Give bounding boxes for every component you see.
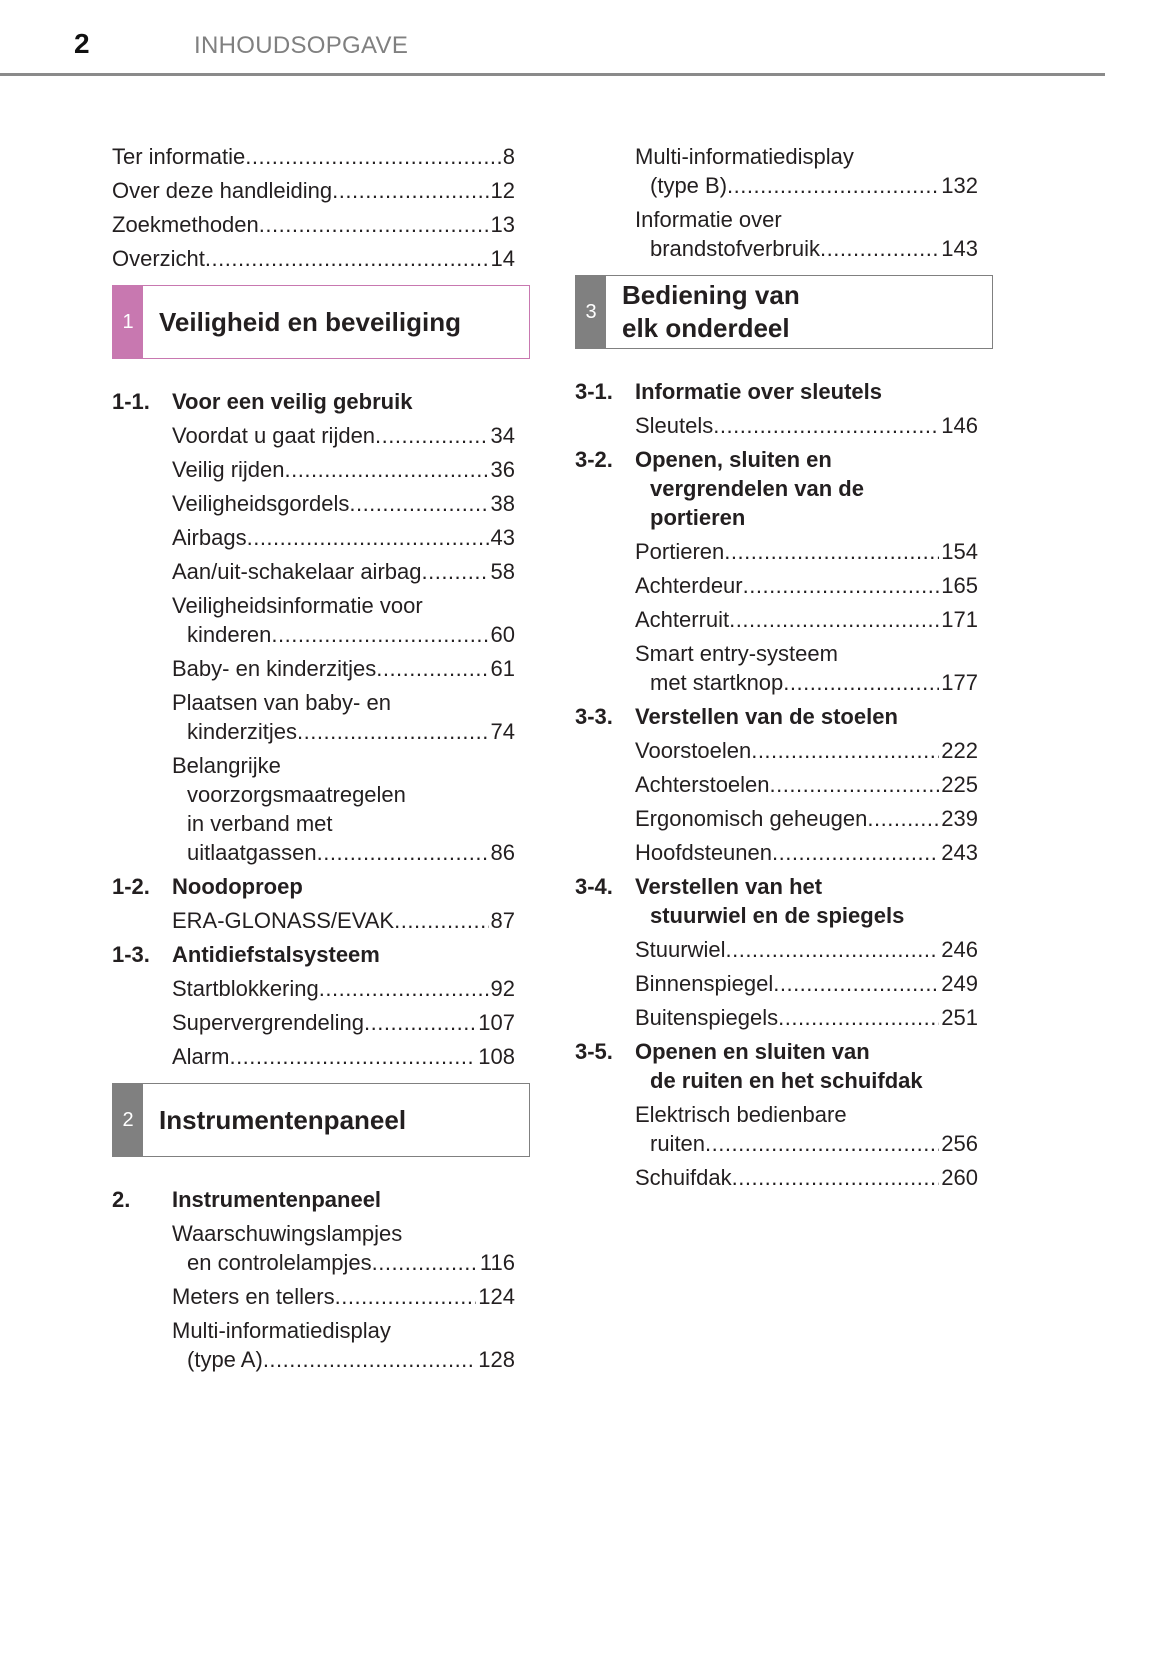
section-title-line: Instrumentenpaneel <box>159 1104 407 1135</box>
toc-entry-text: ERA-GLONASS/EVAK <box>172 908 395 933</box>
subsection-title-line: Voor een veilig gebruik <box>172 389 413 414</box>
leader-dots <box>349 489 488 518</box>
toc-page-number: 132 <box>941 173 978 198</box>
toc-entry-text: met startknop <box>650 670 784 695</box>
toc-entry-text: en controlelampjes <box>187 1250 372 1275</box>
toc-subsection-heading[interactable] <box>575 377 993 406</box>
toc-page-number: 12 <box>490 178 515 203</box>
section-title <box>143 286 461 358</box>
toc-subsection-heading[interactable] <box>575 445 993 532</box>
leader-dots <box>732 1163 940 1192</box>
toc-page-number: 260 <box>941 1165 978 1190</box>
subsection-title <box>635 702 898 731</box>
subsection-title <box>172 1185 381 1214</box>
toc-page-number: 251 <box>941 1005 978 1030</box>
toc-entry-text: Elektrisch bedienbare <box>635 1102 847 1127</box>
subsection-number: 1-2. <box>112 874 150 899</box>
toc-entry[interactable] <box>575 537 978 566</box>
subsection-title-line: Instrumentenpaneel <box>172 1187 382 1212</box>
toc-entry-line <box>635 804 978 833</box>
toc-entry-line <box>172 1282 515 1311</box>
leader-dots <box>727 171 939 200</box>
toc-page-number: 13 <box>490 212 515 237</box>
toc-entry[interactable] <box>112 142 515 171</box>
subsection-number: 1-1. <box>112 389 150 414</box>
toc-entry-text: Aan/uit-schakelaar airbag <box>172 559 422 584</box>
toc-page-number: 8 <box>502 144 515 169</box>
toc-page-number: 124 <box>478 1284 515 1309</box>
toc-page-number: 171 <box>941 607 978 632</box>
subsection-number: 3-3. <box>575 704 613 729</box>
toc-entry-text: brandstofverbruik <box>650 236 820 261</box>
toc-entry-line <box>172 421 515 450</box>
subsection-title <box>635 872 904 930</box>
toc-entry-text: Sleutels <box>635 413 714 438</box>
section-title-line: Bediening van <box>622 280 800 310</box>
toc-entry-text: Veiligheidsgordels <box>172 491 350 516</box>
toc-entry-line <box>635 736 978 765</box>
leader-dots <box>820 234 939 263</box>
toc-page-number: 177 <box>941 670 978 695</box>
toc-entry-text: Voordat u gaat rijden <box>172 423 376 448</box>
toc-page-number: 146 <box>941 413 978 438</box>
toc-entry-text: Veiligheidsinformatie voor <box>172 593 423 618</box>
toc-entry-text: Plaatsen van baby- en <box>172 690 391 715</box>
toc-entry-line <box>172 455 515 484</box>
toc-entry[interactable] <box>112 244 515 273</box>
toc-entry[interactable] <box>575 770 978 799</box>
leader-dots <box>364 1008 476 1037</box>
toc-entry-text: Supervergrendeling <box>172 1010 365 1035</box>
toc-page-number: 58 <box>490 559 515 584</box>
toc-entry[interactable] <box>112 421 515 450</box>
leader-dots <box>778 1003 939 1032</box>
toc-entry[interactable] <box>112 455 515 484</box>
subsection-title-line: Antidiefstalsysteem <box>172 942 380 967</box>
toc-entry-text: Alarm <box>172 1044 230 1069</box>
section-number-tab: 2 <box>113 1084 143 1156</box>
toc-page-number: 243 <box>941 840 978 865</box>
toc-entry-text: Overzicht <box>112 246 205 271</box>
leader-dots <box>421 557 488 586</box>
toc-page-number: 249 <box>941 971 978 996</box>
subsection-title-line: Verstellen van het <box>635 874 823 899</box>
leader-dots <box>205 244 489 273</box>
toc-entry[interactable] <box>112 591 515 649</box>
subsection-title <box>635 1037 923 1095</box>
leader-dots <box>319 974 489 1003</box>
leader-dots <box>259 210 489 239</box>
toc-entry[interactable] <box>112 974 515 1003</box>
toc-entry-text: Smart entry-systeem <box>635 641 838 666</box>
leader-dots <box>229 1042 476 1071</box>
subsection-number: 3-5. <box>575 1039 613 1064</box>
header-divider <box>0 73 1105 76</box>
toc-entry[interactable] <box>112 1008 515 1037</box>
leader-dots <box>297 717 488 746</box>
toc-entry-line <box>635 770 978 799</box>
section-number-tab: 1 <box>113 286 143 358</box>
leader-dots <box>772 838 939 867</box>
page-number: 2 <box>74 28 90 59</box>
section-1-banner[interactable] <box>112 285 530 359</box>
leader-dots <box>335 1282 477 1311</box>
toc-entry[interactable] <box>575 838 978 867</box>
toc-subsection-heading[interactable] <box>112 940 530 969</box>
toc-entry-line <box>635 571 978 600</box>
toc-entry-line <box>172 523 515 552</box>
section-number-tab: 3 <box>576 276 606 348</box>
toc-entry[interactable] <box>575 639 978 697</box>
toc-entry-text: Ergonomisch geheugen <box>635 806 868 831</box>
leader-dots <box>743 571 940 600</box>
leader-dots <box>705 1129 939 1158</box>
toc-entry-line <box>635 668 978 697</box>
toc-page-number: 143 <box>941 236 978 261</box>
toc-entry[interactable] <box>575 605 978 634</box>
toc-page-number: 86 <box>490 840 515 865</box>
toc-entry[interactable] <box>112 1282 515 1311</box>
toc-entry-line <box>635 969 978 998</box>
toc-entry-text: voorzorgsmaatregelen <box>187 782 406 807</box>
toc-entry-text: Schuifdak <box>635 1165 732 1190</box>
toc-entry[interactable] <box>112 557 515 586</box>
toc-entry-line <box>172 654 515 683</box>
toc-entry[interactable] <box>575 804 978 833</box>
toc-entry-text: Zoekmethoden <box>112 212 259 237</box>
toc-entry[interactable] <box>575 1163 978 1192</box>
toc-entry-text: Hoofdsteunen <box>635 840 772 865</box>
subsection-title <box>172 940 380 969</box>
toc-entry-line <box>635 171 978 200</box>
leader-dots <box>713 411 939 440</box>
toc-entry[interactable] <box>575 1100 978 1158</box>
toc-entry-text: Belangrijke <box>172 753 281 778</box>
toc-entry-line <box>112 142 515 171</box>
leader-dots <box>372 1248 478 1277</box>
leader-dots <box>332 176 488 205</box>
subsection-title <box>635 377 882 406</box>
section-title-line: Veiligheid en beveiliging <box>159 306 461 337</box>
leader-dots <box>317 838 489 867</box>
leader-dots <box>394 906 488 935</box>
page-title: INHOUDSOPGAVE <box>194 32 409 59</box>
toc-entry-line <box>172 974 515 1003</box>
toc-entry-text: Meters en tellers <box>172 1284 335 1309</box>
section-2-banner[interactable] <box>112 1083 530 1157</box>
toc-right-column <box>575 142 993 1197</box>
leader-dots <box>729 605 939 634</box>
toc-entry-text: Veilig rijden <box>172 457 285 482</box>
toc-entry[interactable] <box>112 1042 515 1071</box>
toc-entry[interactable] <box>575 205 978 263</box>
toc-entry-line <box>172 838 515 867</box>
toc-subsection-heading[interactable] <box>575 872 993 930</box>
leader-dots <box>263 1345 476 1374</box>
toc-page-number: 36 <box>490 457 515 482</box>
subsection-title <box>635 445 864 532</box>
leader-dots <box>773 969 939 998</box>
subsection-number: 1-3. <box>112 942 150 967</box>
toc-entry-line <box>635 1163 978 1192</box>
toc-entry-line <box>635 234 978 263</box>
toc-entry-text: kinderen <box>187 622 272 647</box>
leader-dots <box>245 142 500 171</box>
toc-entry[interactable] <box>112 906 515 935</box>
toc-left-column <box>112 142 530 1379</box>
toc-entry-text: Ter informatie <box>112 144 246 169</box>
leader-dots <box>247 523 489 552</box>
toc-entry[interactable] <box>112 654 515 683</box>
toc-entry-text: Startblokkering <box>172 976 319 1001</box>
toc-entry[interactable] <box>575 1003 978 1032</box>
toc-entry-line <box>635 605 978 634</box>
toc-entry-line <box>172 1008 515 1037</box>
toc-entry-line <box>112 210 515 239</box>
toc-page-number: 38 <box>490 491 515 516</box>
toc-entry-line <box>635 838 978 867</box>
toc-entry-text: Multi-informatiedisplay <box>172 1318 391 1343</box>
leader-dots <box>783 668 939 697</box>
toc-subsection-heading[interactable] <box>112 1185 530 1214</box>
toc-entry-text: Binnenspiegel <box>635 971 774 996</box>
toc-entry-text: Baby- en kinderzitjes <box>172 656 377 681</box>
toc-entry[interactable] <box>575 935 978 964</box>
toc-entry-text: kinderzitjes <box>187 719 298 744</box>
toc-entry-text: ruiten <box>650 1131 706 1156</box>
toc-entry-text: Achterdeur <box>635 573 743 598</box>
toc-entry-text: (type A) <box>187 1347 263 1372</box>
leader-dots <box>867 804 939 833</box>
section-title <box>143 1084 406 1156</box>
toc-entry-line <box>172 620 515 649</box>
toc-entry[interactable] <box>112 688 515 746</box>
toc-entry[interactable] <box>112 489 515 518</box>
toc-page-number: 116 <box>479 1250 515 1275</box>
toc-entry[interactable] <box>112 176 515 205</box>
toc-entry-line <box>172 1042 515 1071</box>
toc-entry-line <box>112 244 515 273</box>
toc-entry-text: Airbags <box>172 525 247 550</box>
toc-entry-text: Achterruit <box>635 607 730 632</box>
toc-page-number: 154 <box>941 539 978 564</box>
toc-entry-line <box>635 537 978 566</box>
toc-entry-text: Voorstoelen <box>635 738 752 763</box>
section-3-banner[interactable] <box>575 275 993 349</box>
toc-entry-line <box>635 935 978 964</box>
toc-entry-line <box>112 176 515 205</box>
leader-dots <box>376 654 488 683</box>
toc-entry-text: Over deze handleiding <box>112 178 333 203</box>
toc-subsection-heading[interactable] <box>575 1037 993 1095</box>
toc-entry-text: Portieren <box>635 539 725 564</box>
toc-entry[interactable] <box>575 736 978 765</box>
toc-entry-text: Buitenspiegels <box>635 1005 779 1030</box>
toc-page-number: 239 <box>941 806 978 831</box>
section-title <box>606 276 800 348</box>
subsection-title-line: Informatie over sleutels <box>635 379 882 404</box>
leader-dots <box>724 537 939 566</box>
toc-page-number: 74 <box>490 719 515 744</box>
section-title-line: elk onderdeel <box>622 313 790 343</box>
toc-entry-text: Achterstoelen <box>635 772 770 797</box>
toc-page-number: 246 <box>941 937 978 962</box>
toc-page-number: 92 <box>490 976 515 1001</box>
leader-dots <box>271 620 488 649</box>
toc-entry-line <box>172 1345 515 1374</box>
toc-entry-line <box>172 906 515 935</box>
toc-entry[interactable] <box>575 411 978 440</box>
toc-entry[interactable] <box>112 1219 515 1277</box>
toc-entry[interactable] <box>575 142 978 200</box>
toc-entry-line <box>635 1003 978 1032</box>
toc-entry-text: Waarschuwingslampjes <box>172 1221 403 1246</box>
toc-page-number: 34 <box>490 423 515 448</box>
subsection-title-line: Noodoproep <box>172 874 303 899</box>
toc-entry[interactable] <box>112 1316 515 1374</box>
toc-page-number: 222 <box>941 738 978 763</box>
toc-page-number: 43 <box>490 525 515 550</box>
subsection-title-line: Openen en sluiten van <box>635 1039 870 1064</box>
toc-entry-line <box>635 411 978 440</box>
leader-dots <box>725 935 939 964</box>
toc-entry-text: Multi-informatiedisplay <box>635 144 854 169</box>
subsection-title <box>172 872 303 901</box>
toc-page-number: 61 <box>490 656 515 681</box>
toc-entry[interactable] <box>112 751 515 867</box>
toc-subsection-heading[interactable] <box>575 702 993 731</box>
toc-entry[interactable] <box>575 571 978 600</box>
subsection-title-line: portieren <box>650 505 746 530</box>
toc-page-number: 107 <box>478 1010 515 1035</box>
subsection-title-line: vergrendelen van de <box>650 476 864 501</box>
toc-page-number: 165 <box>941 573 978 598</box>
leader-dots <box>285 455 489 484</box>
leader-dots <box>375 421 488 450</box>
toc-page-number: 87 <box>490 908 515 933</box>
subsection-number: 3-1. <box>575 379 613 404</box>
leader-dots <box>770 770 940 799</box>
toc-entry-text: (type B) <box>650 173 728 198</box>
subsection-number: 3-2. <box>575 447 613 472</box>
toc-subsection-heading[interactable] <box>112 872 530 901</box>
subsection-title-line: de ruiten en het schuifdak <box>650 1068 923 1093</box>
toc-entry[interactable] <box>112 523 515 552</box>
toc-entry-text: Informatie over <box>635 207 782 232</box>
toc-page-number: 60 <box>490 622 515 647</box>
toc-page-number: 14 <box>490 246 515 271</box>
toc-entry-text: Stuurwiel <box>635 937 726 962</box>
subsection-title-line: Openen, sluiten en <box>635 447 832 472</box>
toc-entry-line <box>172 717 515 746</box>
toc-entry-line <box>172 1248 515 1277</box>
toc-entry-line <box>172 489 515 518</box>
toc-entry-text: in verband met <box>187 811 333 836</box>
toc-page-number: 256 <box>941 1131 978 1156</box>
toc-page-number: 128 <box>478 1347 515 1372</box>
toc-subsection-heading[interactable] <box>112 387 530 416</box>
toc-entry[interactable] <box>575 969 978 998</box>
toc-entry[interactable] <box>112 210 515 239</box>
leader-dots <box>751 736 939 765</box>
toc-entry-line <box>635 1129 978 1158</box>
toc-page-number: 108 <box>478 1044 515 1069</box>
subsection-title-line: stuurwiel en de spiegels <box>650 903 905 928</box>
subsection-title <box>172 387 412 416</box>
toc-entry-line <box>172 557 515 586</box>
toc-entry-text: uitlaatgassen <box>187 840 317 865</box>
toc-page-number: 225 <box>941 772 978 797</box>
subsection-title-line: Verstellen van de stoelen <box>635 704 898 729</box>
subsection-number: 2. <box>112 1187 131 1212</box>
subsection-number: 3-4. <box>575 874 613 899</box>
